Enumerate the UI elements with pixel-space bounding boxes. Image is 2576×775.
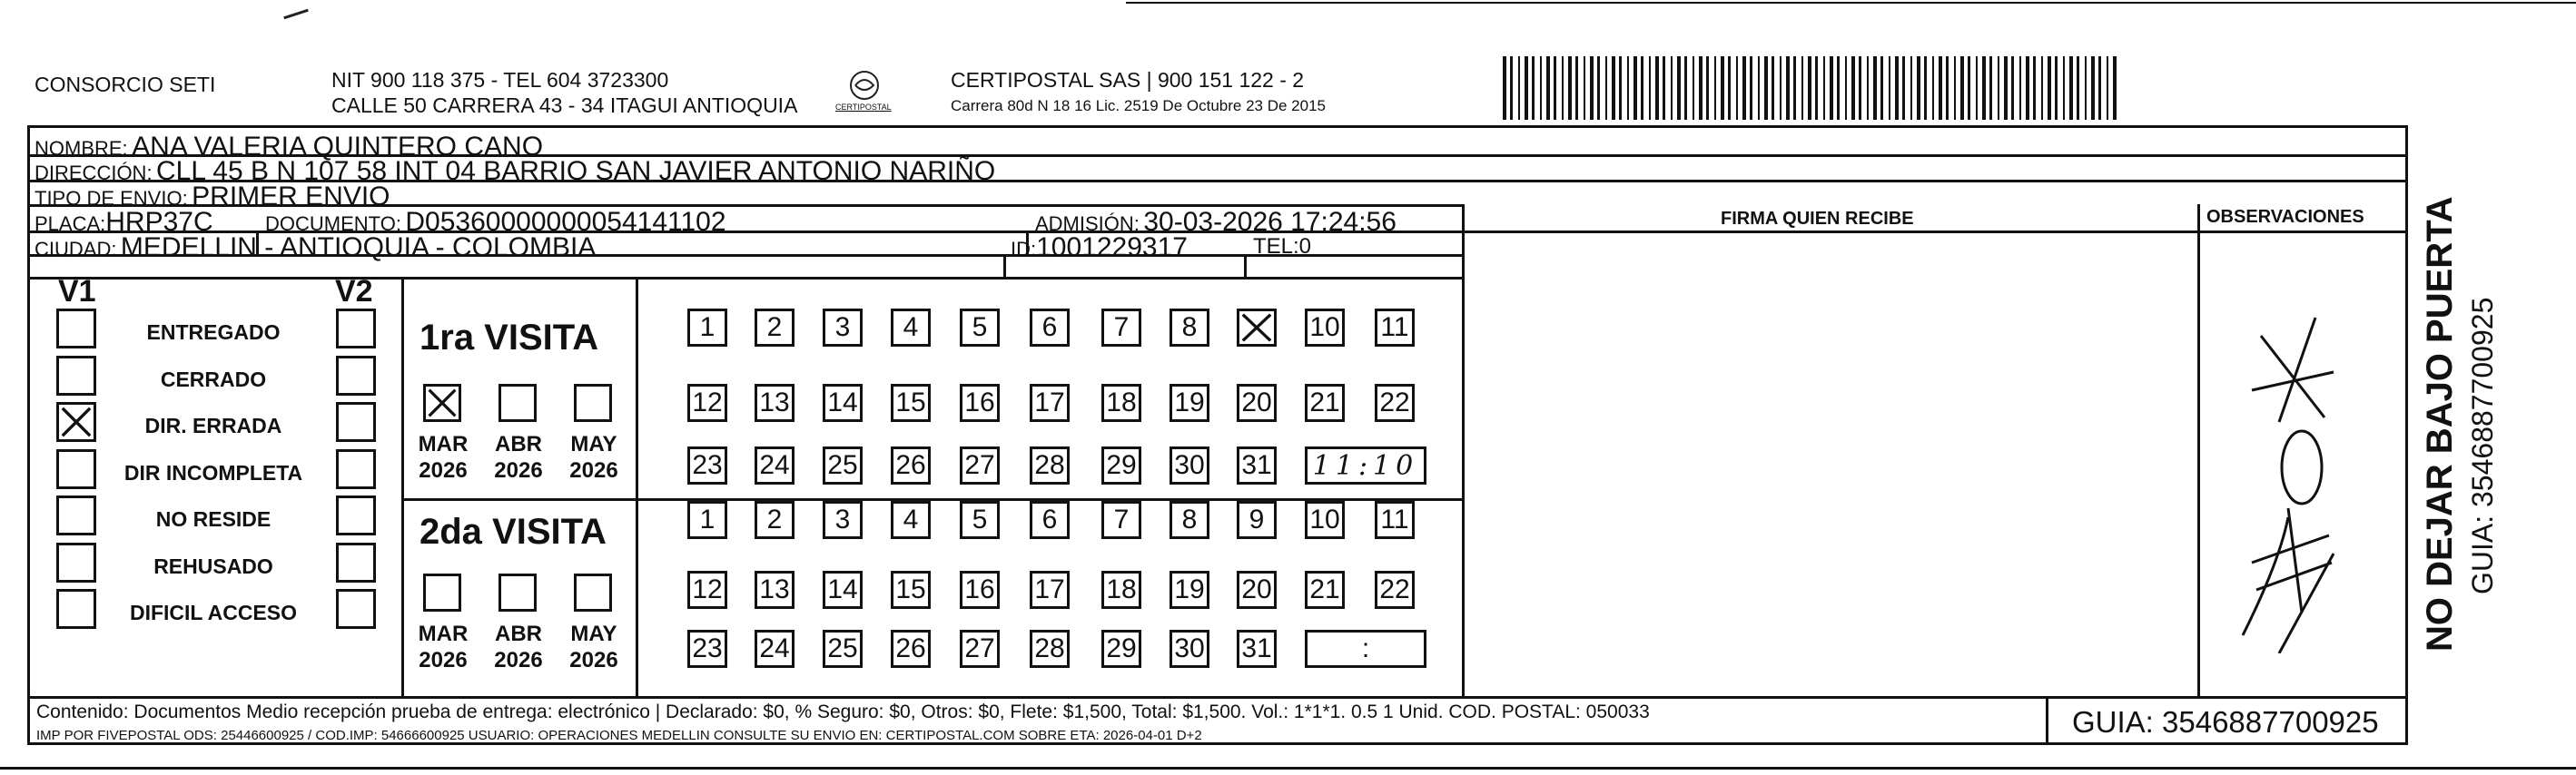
barcode-bar <box>1633 56 1637 120</box>
barcode-bar <box>1554 56 1556 120</box>
barcode-bar <box>1867 56 1869 120</box>
day-box[interactable]: 31 <box>1237 630 1277 668</box>
year-label: 2026 <box>419 648 468 672</box>
day-box[interactable]: 14 <box>823 384 863 422</box>
day-box[interactable]: 19 <box>1170 571 1209 609</box>
day-box[interactable]: 28 <box>1030 630 1070 668</box>
day-box[interactable]: 8 <box>1170 501 1209 539</box>
day-box[interactable]: 27 <box>960 446 1000 485</box>
barcode-bar <box>2004 56 2008 120</box>
barcode-bar <box>1801 56 1803 120</box>
v2-checkbox[interactable] <box>336 402 376 442</box>
barcode-bar <box>1786 56 1790 120</box>
barcode-bar <box>1830 56 1833 120</box>
v2-checkbox[interactable] <box>336 543 376 583</box>
v1-checkbox[interactable] <box>56 543 96 583</box>
barcode-bar <box>2069 56 2073 120</box>
bottom-edge-line <box>0 767 2576 770</box>
status-label: CERRADO <box>160 367 267 391</box>
barcode-bar <box>2063 56 2065 120</box>
certipostal-line2: Carrera 80d N 18 16 Lic. 2519 De Octubre 23 De 2015 <box>951 97 1326 114</box>
day-box[interactable]: 17 <box>1030 384 1070 422</box>
v1-checkbox[interactable] <box>56 589 96 629</box>
day-box[interactable]: 6 <box>1030 501 1070 539</box>
day-box[interactable]: 22 <box>1375 384 1415 422</box>
day-box[interactable]: 1 <box>687 501 727 539</box>
month-label: MAR <box>418 622 469 646</box>
barcode-bar <box>1946 56 1949 120</box>
barcode-bar <box>1619 56 1622 120</box>
barcode-bar <box>1758 56 1760 120</box>
status-label: ENTREGADO <box>146 320 281 344</box>
barcode-bar <box>1627 56 1629 120</box>
month-label: MAR <box>418 432 469 456</box>
barcode-bar <box>1976 56 1978 120</box>
barcode-bar <box>1510 56 1513 120</box>
day-box[interactable]: 20 <box>1237 571 1277 609</box>
placa-label: PLACA: <box>35 212 106 235</box>
barcode-bar <box>1902 56 1905 120</box>
footer-contenido: Contenido: Documentos Medio recepción prueba de entrega: electrónico | Declarado: $0, % Seguro: $0, Otros: $0, Flete: $1,500, Total: $1,500. Vol.: 1*1*1. 0.5 1 Unid. COD. POSTAL: 050033 <box>36 701 1650 722</box>
day-box[interactable]: 31 <box>1237 446 1277 485</box>
footer-imp: IMP POR FIVEPOSTAL ODS: 25446600925 / COD.IMP: 54666600925 USUARIO: OPERACIONES MEDELLIN CONSULTE SU ENVIO EN: CERTIPOSTAL.COM SOBRE ETA: 2026-04-01 D+2 <box>36 728 1202 743</box>
barcode-bar <box>1793 56 1796 120</box>
day-box[interactable] <box>1237 309 1277 347</box>
day-box[interactable]: 15 <box>891 384 931 422</box>
day-box[interactable]: 25 <box>823 446 863 485</box>
year-label: 2026 <box>569 458 618 483</box>
day-box[interactable]: 30 <box>1170 446 1209 485</box>
barcode-bar <box>2026 56 2029 120</box>
day-box[interactable]: 3 <box>823 501 863 539</box>
status-label: DIR INCOMPLETA <box>123 460 303 485</box>
logo-text: CERTIPOSTAL <box>835 103 892 112</box>
day-box[interactable]: 21 <box>1305 384 1345 422</box>
barcode-bar <box>1575 56 1578 120</box>
ciudad-label: CIUDAD: <box>35 238 117 260</box>
day-box[interactable]: 4 <box>891 501 931 539</box>
year-label: 2026 <box>494 458 543 483</box>
nombre-label: NOMBRE: <box>35 137 128 160</box>
day-box[interactable]: 19 <box>1170 384 1209 422</box>
barcode-bar <box>1525 56 1528 120</box>
barcode-bar <box>1649 56 1651 120</box>
v1-checkbox[interactable] <box>56 402 96 442</box>
barcode-bar <box>1540 56 1542 120</box>
first-visit-title: 1ra VISITA <box>419 318 599 358</box>
month-checkbox[interactable] <box>423 574 461 612</box>
month-label: MAY <box>570 622 617 646</box>
nit-line: NIT 900 118 375 - TEL 604 3723300 <box>331 68 669 92</box>
v1-checkbox[interactable] <box>56 309 96 348</box>
barcode-bar <box>1546 56 1550 120</box>
day-box[interactable]: 12 <box>687 384 727 422</box>
barcode-bar <box>1917 56 1920 120</box>
day-box[interactable]: 4 <box>891 309 931 347</box>
direccion-label: DIRECCIÓN: <box>35 162 153 184</box>
month-checkbox[interactable] <box>574 574 612 612</box>
month-label: MAY <box>570 432 617 456</box>
barcode-bar <box>1532 56 1535 120</box>
barcode-bar <box>1939 56 1942 120</box>
barcode-bar <box>1728 56 1731 120</box>
day-box[interactable]: 18 <box>1101 384 1141 422</box>
day-box[interactable]: 29 <box>1101 446 1141 485</box>
barcode-bar <box>1932 56 1934 120</box>
barcode-bar <box>1736 56 1738 120</box>
barcode-bar <box>1750 56 1752 120</box>
barcode-bar <box>1684 56 1687 120</box>
day-box[interactable]: 23 <box>687 446 727 485</box>
day-box[interactable]: 23 <box>687 630 727 668</box>
v1-label: V1 <box>58 274 96 309</box>
barcode-bar <box>1772 56 1774 120</box>
barcode-bar <box>1663 56 1665 120</box>
day-box[interactable]: 5 <box>960 501 1000 539</box>
barcode-bar <box>1518 56 1520 120</box>
day-box[interactable]: 8 <box>1170 309 1209 347</box>
day-box[interactable]: 10 <box>1305 309 1345 347</box>
barcode-bar <box>1960 56 1964 120</box>
barcode-bar <box>1998 56 1999 120</box>
day-box[interactable]: 21 <box>1305 571 1345 609</box>
barcode-bar <box>1677 56 1681 120</box>
month-checkbox[interactable] <box>498 384 537 422</box>
barcode-bar <box>2107 56 2108 120</box>
nombre-value: ANA VALERIA QUINTERO CANO <box>132 132 544 162</box>
barcode-bar <box>1889 56 1890 120</box>
day-box[interactable]: 25 <box>823 630 863 668</box>
day-box[interactable]: 11 <box>1375 501 1415 539</box>
barcode-bar <box>1851 56 1855 120</box>
day-box[interactable]: 2 <box>755 501 795 539</box>
side-guia: GUIA: 3546887700925 <box>2466 297 2499 594</box>
handwritten-observation <box>2225 290 2352 653</box>
barcode-bar <box>2113 56 2117 120</box>
barcode-bar <box>2098 56 2101 120</box>
barcode-bar <box>2019 56 2021 120</box>
barcode-bar <box>1924 56 1927 120</box>
scan-mark <box>283 9 309 20</box>
barcode-bar <box>1859 56 1861 120</box>
barcode-bar <box>1597 56 1600 120</box>
footer-guia: GUIA: 3546887700925 <box>2072 705 2379 739</box>
year-label: 2026 <box>569 648 618 672</box>
barcode-bar <box>2085 56 2087 120</box>
side-warning: NO DEJAR BAJO PUERTA <box>2420 196 2460 652</box>
status-label: DIR. ERRADA <box>144 414 282 437</box>
barcode-bar <box>1954 56 1956 120</box>
barcode-bar <box>1815 56 1818 120</box>
barcode-bar <box>2033 56 2036 120</box>
day-box[interactable]: 2 <box>755 309 795 347</box>
v2-checkbox[interactable] <box>336 589 376 629</box>
day-box[interactable]: 22 <box>1375 571 1415 609</box>
day-box[interactable]: 28 <box>1030 446 1070 485</box>
barcode-bar <box>1655 56 1659 120</box>
status-label: DIFICIL ACCESO <box>129 601 297 624</box>
day-box[interactable]: 26 <box>891 630 931 668</box>
barcode-bar <box>2011 56 2014 120</box>
day-box[interactable]: 7 <box>1101 309 1141 347</box>
v2-checkbox[interactable] <box>336 356 376 396</box>
direccion-value: CLL 45 B N 107 58 INT 04 BARRIO SAN JAVIER ANTONIO NARIÑO <box>156 156 996 186</box>
day-box[interactable]: 16 <box>960 571 1000 609</box>
barcode-bar <box>1989 56 1992 120</box>
admision-label: ADMISIÓN: <box>1035 212 1140 235</box>
barcode-bar <box>1584 56 1585 120</box>
barcode-bar <box>1823 56 1825 120</box>
barcode-bar <box>1910 56 1912 120</box>
day-box[interactable]: 30 <box>1170 630 1209 668</box>
barcode-bar <box>2041 56 2043 120</box>
barcode-bar <box>2048 56 2051 120</box>
day-box[interactable]: 27 <box>960 630 1000 668</box>
barcode-bar <box>1590 56 1594 120</box>
day-box[interactable]: 29 <box>1101 630 1141 668</box>
day-box[interactable]: 13 <box>755 571 795 609</box>
day-box[interactable]: 6 <box>1030 309 1070 347</box>
barcode-bar <box>1968 56 1970 120</box>
barcode <box>1503 56 2229 120</box>
day-box[interactable]: 14 <box>823 571 863 609</box>
v1-checkbox[interactable] <box>56 495 96 535</box>
barcode-bar <box>1845 56 1847 120</box>
certipostal-logo <box>834 67 895 118</box>
time-box[interactable]: 11:10 <box>1305 446 1426 485</box>
barcode-bar <box>1808 56 1811 120</box>
barcode-bar <box>1699 56 1703 120</box>
barcode-bar <box>1721 56 1724 120</box>
ciudad-value: MEDELLIN - ANTIOQUIA - COLOMBIA <box>120 232 597 262</box>
month-checkbox[interactable] <box>574 384 612 422</box>
day-box[interactable]: 16 <box>960 384 1000 422</box>
day-box[interactable]: 10 <box>1305 501 1345 539</box>
barcode-bar <box>1873 56 1877 120</box>
day-box[interactable]: 26 <box>891 446 931 485</box>
barcode-bar <box>1612 56 1615 120</box>
barcode-bar <box>1706 56 1709 120</box>
day-box[interactable]: 24 <box>755 446 795 485</box>
day-box[interactable]: 17 <box>1030 571 1070 609</box>
tel-value: TEL:0 <box>1253 234 1312 259</box>
certipostal-line1: CERTIPOSTAL SAS | 900 151 122 - 2 <box>951 68 1305 92</box>
barcode-bar <box>1503 56 1506 120</box>
v1-checkbox[interactable] <box>56 449 96 489</box>
barcode-bar <box>2055 56 2058 120</box>
time-box[interactable]: : <box>1305 630 1426 668</box>
day-box[interactable]: 5 <box>960 309 1000 347</box>
day-box[interactable]: 12 <box>687 571 727 609</box>
year-label: 2026 <box>419 458 468 483</box>
barcode-bar <box>1764 56 1768 120</box>
day-box[interactable]: 9 <box>1237 501 1277 539</box>
month-label: ABR <box>495 432 542 456</box>
v2-label: V2 <box>335 274 373 309</box>
barcode-bar <box>1837 56 1840 120</box>
v2-checkbox[interactable] <box>336 449 376 489</box>
barcode-bar <box>1982 56 1986 120</box>
year-label: 2026 <box>494 648 543 672</box>
barcode-bar <box>1562 56 1564 120</box>
day-box[interactable]: 24 <box>755 630 795 668</box>
day-box[interactable]: 15 <box>891 571 931 609</box>
id-label: ID: <box>1011 238 1037 260</box>
barcode-bar <box>1880 56 1883 120</box>
month-checkbox[interactable] <box>423 384 461 422</box>
barcode-bar <box>1641 56 1643 120</box>
barcode-bar <box>2077 56 2079 120</box>
firma-label: FIRMA QUIEN RECIBE <box>1721 209 1914 229</box>
address-line: CALLE 50 CARRERA 43 - 34 ITAGUI ANTIOQUIA <box>331 93 798 117</box>
v2-checkbox[interactable] <box>336 309 376 348</box>
day-box[interactable]: 3 <box>823 309 863 347</box>
barcode-bar <box>1895 56 1899 120</box>
month-checkbox[interactable] <box>498 574 537 612</box>
tipo-label: TIPO DE ENVIO: <box>35 187 188 210</box>
second-visit-title: 2da VISITA <box>419 512 607 552</box>
month-label: ABR <box>495 622 542 646</box>
day-box[interactable]: 1 <box>687 309 727 347</box>
top-edge-line <box>1126 2 2576 4</box>
v1-checkbox[interactable] <box>56 356 96 396</box>
day-box[interactable]: 18 <box>1101 571 1141 609</box>
day-box[interactable]: 13 <box>755 384 795 422</box>
observaciones-label: OBSERVACIONES <box>2206 207 2364 227</box>
tipo-value: PRIMER ENVIO <box>192 181 390 211</box>
status-label: REHUSADO <box>153 554 273 578</box>
barcode-bar <box>1693 56 1694 120</box>
company-name: CONSORCIO SETI <box>35 73 216 96</box>
barcode-bar <box>1671 56 1673 120</box>
status-label: NO RESIDE <box>155 507 271 531</box>
barcode-bar <box>1742 56 1746 120</box>
barcode-bar <box>2091 56 2095 120</box>
id-value: 1001229317 <box>1036 232 1188 262</box>
barcode-bar <box>1568 56 1572 120</box>
barcode-bar <box>1714 56 1716 120</box>
day-box[interactable]: 20 <box>1237 384 1277 422</box>
barcode-bar <box>1605 56 1607 120</box>
documento-value: D05360000000054141102 <box>405 207 726 237</box>
barcode-bar <box>1780 56 1781 120</box>
day-box[interactable]: 11 <box>1375 309 1415 347</box>
v2-checkbox[interactable] <box>336 495 376 535</box>
day-box[interactable]: 7 <box>1101 501 1141 539</box>
documento-label: DOCUMENTO: <box>265 212 401 235</box>
admision-value: 30-03-2026 17:24:56 <box>1143 207 1397 237</box>
placa-value: HRP37C <box>105 207 213 237</box>
